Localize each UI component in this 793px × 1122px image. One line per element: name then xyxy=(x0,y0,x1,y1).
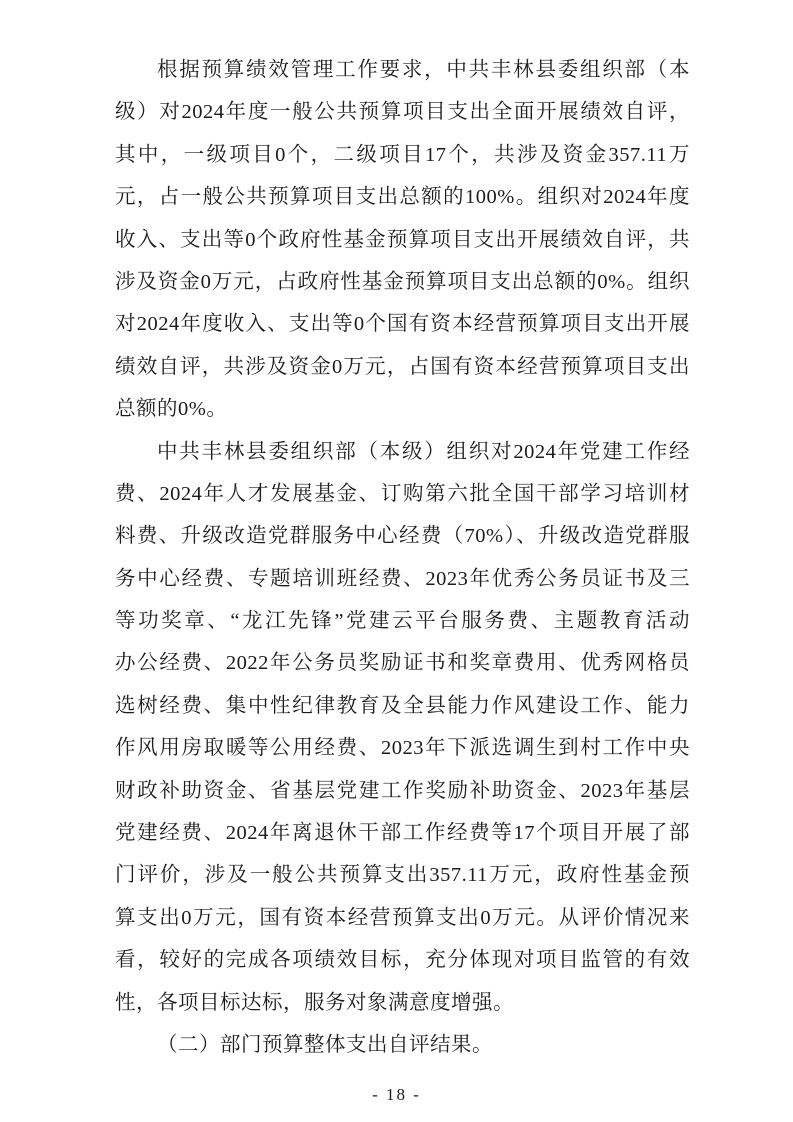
text-line: 总额的0%。 xyxy=(115,398,228,421)
text-line: 办公经费、2022年公务员奖励证书和奖章费用、优秀网格员 xyxy=(115,652,690,675)
text-line: 费、2024年人才发展基金、订购第六批全国干部学习培训材 xyxy=(115,482,690,505)
text-block xyxy=(115,49,690,1066)
text-line: 元，占一般公共预算项目支出总额的100%。组织对2024年度 xyxy=(115,186,690,209)
text-line: 财政补助资金、省基层党建工作奖励补助资金、2023年基层 xyxy=(115,779,690,802)
text-line: 中共丰林县委组织部（本级）组织对2024年党建工作经 xyxy=(157,440,690,463)
text-line: 门评价，涉及一般公共预算支出357.11万元，政府性基金预 xyxy=(115,864,690,887)
text-line: 作风用房取暖等公用经费、2023年下派选调生到村工作中央 xyxy=(115,737,690,760)
paragraph xyxy=(115,49,690,431)
paragraph xyxy=(115,431,690,1024)
text-line: 选树经费、集中性纪律教育及全县能力作风建设工作、能力 xyxy=(115,694,690,717)
text-line: 看，较好的完成各项绩效目标，充分体现对项目监管的有效 xyxy=(115,949,690,972)
text-line: 性，各项目标达标，服务对象满意度增强。 xyxy=(115,991,514,1014)
text-line: 根据预算绩效管理工作要求，中共丰林县委组织部（本 xyxy=(157,59,690,81)
text-line: 级）对2024年度一般公共预算项目支出全面开展绩效自评， xyxy=(115,101,690,124)
text-line: 收入、支出等0个政府性基金预算项目支出开展绩效自评，共 xyxy=(115,228,690,251)
text-line: 其中，一级项目0个，二级项目17个，共涉及资金357.11万 xyxy=(115,143,690,166)
page-number: - 18 - xyxy=(372,1085,421,1104)
text-line: 算支出0万元，国有资本经营预算支出0万元。从评价情况来 xyxy=(115,906,690,929)
text-line: 涉及资金0万元，占政府性基金预算项目支出总额的0%。组织 xyxy=(115,270,690,293)
text-line: 料费、升级改造党群服务中心经费（70%）、升级改造党群服 xyxy=(115,525,690,548)
text-line: 对2024年度收入、支出等0个国有资本经营预算项目支出开展 xyxy=(115,313,690,336)
text-line: 务中心经费、专题培训班经费、2023年优秀公务员证书及三 xyxy=(115,567,690,590)
text-line: 党建经费、2024年离退休干部工作经费等17个项目开展了部 xyxy=(115,822,690,845)
text-line: （二）部门预算整体支出自评结果。 xyxy=(157,1033,494,1056)
paragraph xyxy=(115,1024,690,1066)
text-line: 绩效自评，共涉及资金0万元，占国有资本经营预算项目支出 xyxy=(115,355,690,378)
text-line: 等功奖章、“龙江先锋”党建云平台服务费、主题教育活动 xyxy=(115,610,690,633)
